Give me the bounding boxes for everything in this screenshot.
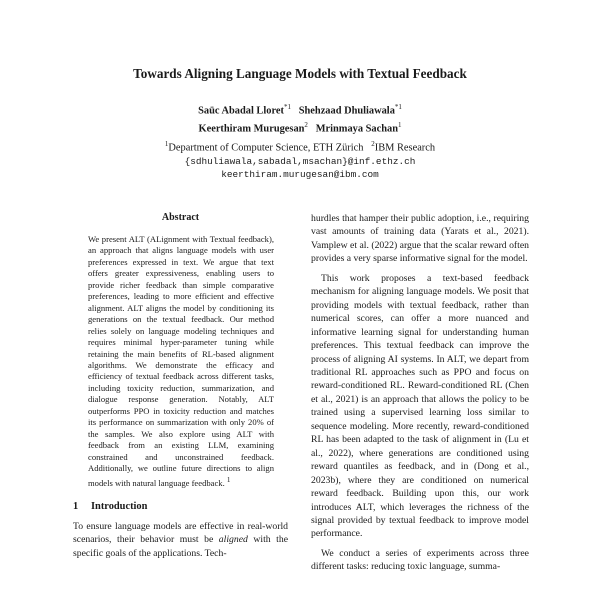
intro-paragraph (73, 520, 288, 560)
affiliation-eth: Department of Computer Science, ETH Zürich (168, 142, 364, 154)
section-heading-introduction (73, 501, 288, 512)
author-line-2 (0, 118, 600, 136)
abstract-heading: Abstract (161, 212, 200, 223)
author-name: Shehzaad Dhuliawala (298, 105, 395, 117)
paragraph-experiments: We conduct a series of experiments across three different tasks: reducing toxic language, summa- (311, 547, 529, 573)
paragraph-proposal: This work proposes a text-based feedback mechanism for aligning language models. We posit that providing models with textual feedback, rather than numerical scores, can offer a more nuanced and informative learning signal for understanding human preferences. This textual feedback can improve the process of aligning AI systems. In ALT, we depart from traditional RL approaches such as PPO and focus on reward-conditioned RL. Reward-conditioned RL (Chen et al., 2021) is an approach that allows the policy to be trained using a supervised learning loss similar to sequence modeling. More recently, reward-conditioned RL has been adapted to the task of alignment in (Lu et al., 2022), where generations are conditioned using reward quantiles as feedback, and in (Dong et al., 2023b), where they are conditioned on numerical reward feedback. Building upon this, our work introduces ALT, which leverages the richness of the signal provided by textual feedback to improve model performance. (311, 272, 529, 540)
paper-title: Towards Aligning Language Models with Textual Feedback (133, 66, 467, 81)
affiliation-mark: 2 (371, 139, 375, 148)
author-name: Mrinmaya Sachan (315, 123, 398, 135)
affiliation-ibm: IBM Research (374, 142, 436, 154)
left-column (73, 212, 288, 560)
author-affiliation-mark: 1 (397, 121, 402, 130)
author-line-1 (0, 100, 600, 118)
affiliation-mark: 1 (164, 139, 169, 148)
author-affiliation-mark: 2 (304, 121, 308, 130)
author-name: Saüc Abadal Lloret (198, 105, 284, 117)
author-affiliation-mark: *1 (394, 103, 402, 111)
right-column (311, 212, 529, 574)
footnote-mark: 1 (226, 475, 231, 484)
abstract-text: We present ALT (ALignment with Textual feedback), an approach that aligns language models with user preferences expressed in text. We argue that text offers greater expressiveness, enabling users to provide richer feedback than simple comparative preferences, leading to more efficient and effective alignment. ALT aligns the model by conditioning its generations on the textual feedback. Our method relies solely on language modeling techniques and requires minimal hyper-parameter tuning while retaining the main benefits of RL-based alignment algorithms. We demonstrate the efficacy and efficiency of textual feedback across different tasks, including toxicity reduction, summarization, and dialogue response generation. Notably, ALT outperforms PPO in toxicity reduction and matches its performance on summarization with only 20% of the samples. We also explore using ALT with feedback from an existing LLM, examining constrained and unconstrained feedback. Additionally, we outline future directions to align models with natural language feedback. (88, 234, 274, 488)
author-name: Keerthiram Murugesan (198, 123, 305, 135)
email-eth: {sdhuliawala,sabadal,msachan}@inf.ethz.ch (184, 156, 416, 168)
affiliations (0, 137, 600, 155)
author-block (0, 100, 600, 181)
email-ibm: keerthiram.murugesan@ibm.com (221, 169, 379, 181)
intro-text-continued: with the specific goals of the applications. Tech- (73, 534, 288, 559)
section-title: Introduction (91, 500, 148, 512)
intro-text: To ensure language models are effective in real-world scenarios, their behavior must be (73, 520, 288, 546)
paragraph-continued: hurdles that hamper their public adoption, i.e., requiring vast amounts of training data (Yarats et al., 2021). Vamplew et al. (2022) argue that the scalar reward often provides a very sparse informative signal for the model. (311, 213, 529, 265)
emphasis-aligned: aligned (218, 534, 248, 546)
section-number: 1 (73, 500, 79, 512)
abstract-body (88, 234, 274, 489)
author-affiliation-mark: *1 (283, 103, 291, 111)
